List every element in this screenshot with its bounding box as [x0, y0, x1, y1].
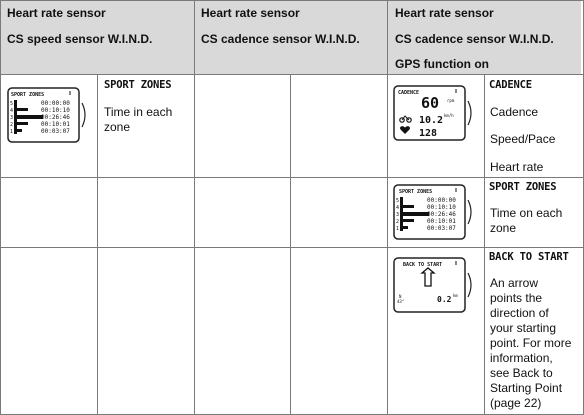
zone-number-3: 3	[396, 212, 400, 218]
zone-number-5: 5	[10, 101, 14, 107]
row3-col3-desc-4: your starting	[490, 321, 557, 335]
watch-display-back-to-start	[393, 257, 477, 313]
row1-col3-desc-3: Heart rate	[490, 160, 544, 174]
display-heading: SPORT ZONES	[11, 92, 45, 98]
zone-number-2: 2	[10, 122, 14, 128]
watch-display-sport-zones	[393, 184, 477, 240]
zone-time-5: 00:00:00	[427, 197, 456, 204]
row2-col3-title: SPORT ZONES	[489, 181, 557, 193]
row3-col3-title: BACK TO START	[489, 251, 569, 263]
header-col2-line1: Heart rate sensor	[201, 6, 300, 20]
zone-time-4: 00:10:10	[41, 107, 70, 114]
col-divider-c	[290, 74, 291, 415]
display-heading: CADENCE	[398, 90, 420, 96]
row3-col3-desc-3: direction of	[490, 306, 549, 320]
row3-col3-desc-7: see Back to	[490, 366, 553, 380]
compass-label: N	[399, 294, 402, 299]
row3-col3-desc-9: (page 22)	[490, 396, 542, 410]
table-border-top	[0, 0, 584, 1]
cadence-value: 60	[421, 94, 440, 112]
row3-col3-desc-6: information,	[490, 351, 553, 365]
row1-col1-title: SPORT ZONES	[104, 79, 172, 91]
header-col2-line2: CS cadence sensor W.I.N.D.	[201, 32, 360, 46]
row-divider-2	[0, 247, 584, 248]
distance-unit: km	[453, 293, 458, 298]
header-col3-line2: CS cadence sensor W.I.N.D.	[395, 32, 554, 46]
zone-time-5: 00:00:00	[41, 100, 70, 107]
row3-col3-desc-2: points the	[490, 291, 543, 305]
zone-time-4: 00:10:10	[427, 204, 456, 211]
zone-number-4: 4	[396, 205, 400, 211]
zone-number-1: 1	[10, 129, 14, 135]
row1-col3-desc-1: Cadence	[490, 105, 539, 119]
heart-rate-value: 128	[419, 128, 438, 139]
speed-value: 10.2	[419, 115, 444, 126]
header-divider	[0, 74, 584, 75]
header-col1-line1: Heart rate sensor	[7, 6, 106, 20]
row2-col3-desc-2: zone	[490, 221, 517, 235]
zone-time-2: 00:10:01	[427, 218, 456, 225]
zone-number-2: 2	[396, 219, 400, 225]
col-divider-b	[194, 0, 195, 415]
header-col1-line2: CS speed sensor W.I.N.D.	[7, 32, 153, 46]
zone-time-3: 00:26:46	[427, 211, 456, 218]
row1-col1-desc-2: zone	[104, 120, 131, 134]
watch-display-cadence	[393, 85, 477, 141]
bearing-value: 43°	[397, 299, 405, 304]
row3-col3-desc-8: Starting Point	[490, 381, 563, 395]
zone-time-1: 00:03:07	[41, 128, 70, 135]
table-border-left	[0, 0, 1, 415]
row2-col3-desc-1: Time on each	[490, 206, 563, 220]
speed-unit: km/h	[444, 113, 454, 118]
row-divider-1	[0, 177, 584, 178]
watch-display-sport-zones	[7, 87, 91, 143]
col-divider-d	[387, 0, 388, 415]
display-heading: BACK TO START	[403, 262, 443, 268]
col-divider-e	[484, 74, 485, 415]
row1-col1-desc-1: Time in each	[104, 105, 173, 119]
row1-col3-title: CADENCE	[489, 79, 532, 91]
cadence-unit: rpm	[447, 98, 455, 103]
col-divider-a	[97, 74, 98, 415]
header-col3-line3: GPS function on	[395, 57, 489, 71]
row3-col3-desc-5: point. For more	[490, 336, 572, 350]
zone-number-1: 1	[396, 226, 400, 232]
display-heading: SPORT ZONES	[399, 189, 433, 195]
zone-time-1: 00:03:07	[427, 225, 456, 232]
zone-number-3: 3	[10, 115, 14, 121]
zone-number-4: 4	[10, 108, 14, 114]
zone-number-5: 5	[396, 198, 400, 204]
header-col3-line1: Heart rate sensor	[395, 6, 494, 20]
zone-time-3: 00:26:46	[41, 114, 70, 121]
distance-value: 0.2	[437, 295, 452, 304]
zone-time-2: 00:10:01	[41, 121, 70, 128]
row3-col3-desc-1: An arrow	[490, 276, 539, 290]
row1-col3-desc-2: Speed/Pace	[490, 132, 556, 146]
